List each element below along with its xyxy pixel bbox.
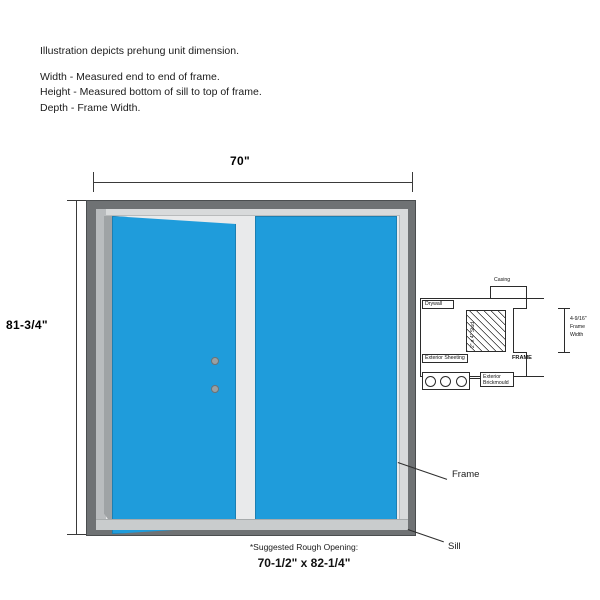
door-knob-lower xyxy=(211,385,219,393)
detail-frame-bottom xyxy=(513,352,527,353)
detail-label-exterior-brickmould-line1: Exterior xyxy=(483,374,501,380)
detail-brickmould-leader xyxy=(470,378,480,379)
height-dimension-line xyxy=(76,200,77,535)
height-tick-bottom xyxy=(67,534,87,535)
callout-sill: Sill xyxy=(448,541,461,552)
detail-casing-top xyxy=(490,286,526,287)
detail-casing-step xyxy=(513,308,527,309)
detail-casing-right xyxy=(526,286,527,308)
rough-opening-value: 70-1/2" x 82-1/4" xyxy=(257,556,351,570)
brickmould-circle-1 xyxy=(425,376,436,387)
detail-frame-width-line1: 4-9/16" xyxy=(570,316,587,322)
detail-frame-width-line xyxy=(564,308,565,352)
brickmould-circle-3 xyxy=(456,376,467,387)
height-tick-top xyxy=(67,200,87,201)
detail-frame-width-line3: Width xyxy=(570,332,584,338)
height-dimension-label: 81-3/4" xyxy=(6,318,48,332)
detail-label-exterior-brickmould-line2: Brickmould xyxy=(483,379,509,386)
note-line-1: Illustration depicts prehung unit dimension. xyxy=(40,45,240,57)
detail-frame-inner-edge xyxy=(513,308,514,352)
door-knob-upper xyxy=(211,357,219,365)
detail-rule-left xyxy=(420,298,421,376)
detail-frame-width-line2: Frame xyxy=(570,324,585,330)
width-dimension-label: 70" xyxy=(230,154,250,168)
door-panel-swing xyxy=(112,216,236,534)
detail-frame-width-tick-bottom xyxy=(558,352,570,353)
detail-label-casing: Casing xyxy=(494,277,511,283)
note-line-3: Height - Measured bottom of sill to top of frame. xyxy=(40,86,262,99)
rough-opening-note: *Suggested Rough Opening: xyxy=(249,542,359,552)
note-line-4: Depth - Frame Width. xyxy=(40,101,141,114)
door-panel-swing-edge xyxy=(104,216,113,526)
frame-detail-diagram xyxy=(418,278,596,428)
detail-brickmould-circles xyxy=(422,372,470,390)
note-spacer xyxy=(40,59,480,70)
width-tick-left xyxy=(93,172,94,192)
detail-frame-width-tick-top xyxy=(558,308,570,309)
door-sill xyxy=(96,519,408,530)
brickmould-circle-2 xyxy=(440,376,451,387)
width-tick-right xyxy=(412,172,413,192)
detail-label-drywall: Drywall xyxy=(422,300,454,309)
callout-frame: Frame xyxy=(452,469,480,480)
detail-label-exterior-brickmould xyxy=(480,372,514,387)
detail-label-frame: FRAME xyxy=(512,355,532,361)
width-dimension-line xyxy=(93,182,413,183)
door-panel-fixed xyxy=(255,216,397,523)
note-line-2: Width - Measured end to end of frame. xyxy=(40,71,220,84)
notes-block xyxy=(40,44,480,116)
detail-label-stud: 2" x 4" Stud xyxy=(470,321,476,348)
detail-label-exterior-sheeting: Exterior Sheeting xyxy=(422,354,468,363)
detail-casing-left xyxy=(490,286,491,298)
